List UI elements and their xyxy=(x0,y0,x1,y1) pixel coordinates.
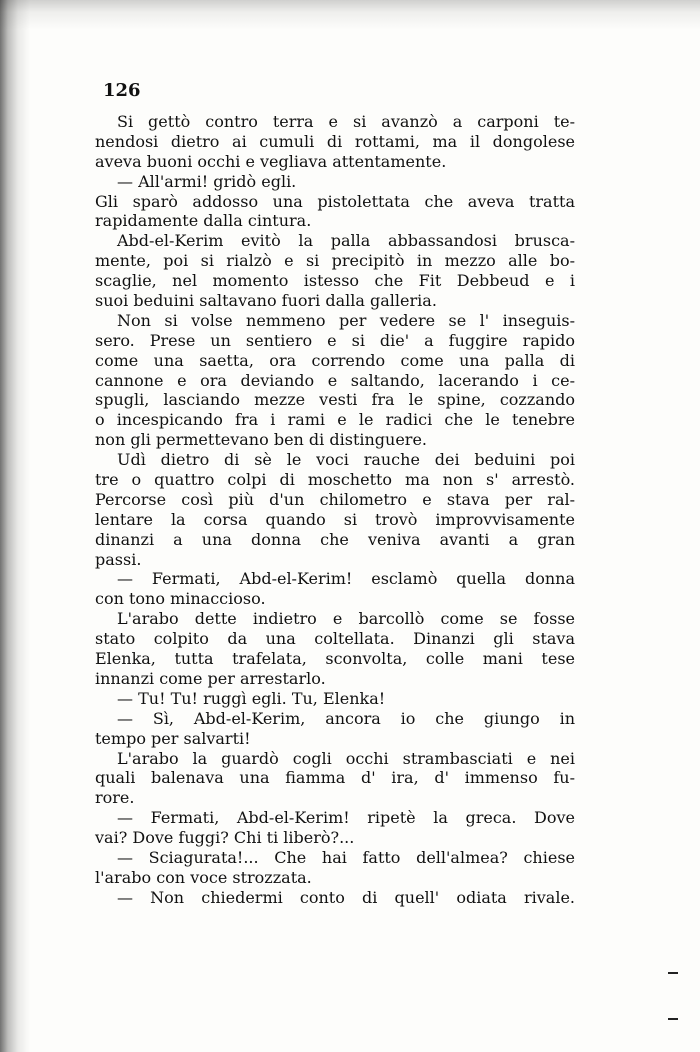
text-line: con tono minaccioso. xyxy=(95,589,266,609)
text-line: suoi beduini saltavano fuori dalla galleria. xyxy=(95,291,437,311)
text-line: l'arabo con voce strozzata. xyxy=(95,867,312,887)
text-line: — Sì, Abd-el-Kerim, ancora io che giungo in xyxy=(117,708,575,728)
text-line: — Sciagurata!... Che hai fatto dell'almea? chiese xyxy=(117,847,575,867)
text-line: Elenka, tutta trafelata, sconvolta, colle mani tese xyxy=(95,649,575,669)
margin-mark xyxy=(668,1018,678,1020)
text-line: scaglie, nel momento istesso che Fit Debbeud e i xyxy=(95,271,575,291)
text-line: mente, poi si rialzò e si precipitò in mezzo alle bo- xyxy=(95,251,575,271)
binding-shadow xyxy=(0,0,30,1052)
text-line: innanzi come per arrestarlo. xyxy=(95,668,326,688)
text-line: passi. xyxy=(95,549,142,569)
text-line: — Non chiedermi conto di quell' odiata rivale. xyxy=(117,887,575,907)
text-line: — Fermati, Abd-el-Kerim! esclamò quella donna xyxy=(117,569,575,589)
text-line: tre o quattro colpi di moschetto ma non s' arrestò. xyxy=(95,470,575,490)
text-line: L'arabo dette indietro e barcollò come se fosse xyxy=(117,609,575,629)
text-line: spugli, lasciando mezze vesti fra le spine, cozzando xyxy=(95,390,575,410)
text-line: Percorse così più d'un chilometro e stava per ral- xyxy=(95,489,575,509)
text-line: sero. Prese un sentiero e si die' a fuggire rapido xyxy=(95,330,575,350)
text-line: stato colpito da una coltellata. Dinanzi gli stava xyxy=(95,629,575,649)
text-line: non gli permettevano ben di distinguere. xyxy=(95,430,428,450)
text-line: Abd-el-Kerim evitò la palla abbassandosi brusca- xyxy=(117,231,575,251)
top-edge-shadow xyxy=(0,0,700,30)
text-line: cannone e ora deviando e saltando, lacerando i ce- xyxy=(95,370,575,390)
text-line: vai? Dove fuggi? Chi ti liberò?... xyxy=(95,828,355,848)
margin-mark xyxy=(668,972,678,974)
text-line: lentare la corsa quando si trovò improvvisamente xyxy=(95,509,575,529)
text-line: aveva buoni occhi e vegliava attentamente. xyxy=(95,151,447,171)
text-line: come una saetta, ora correndo come una palla di xyxy=(95,350,575,370)
text-line: rore. xyxy=(95,788,135,808)
text-line: dinanzi a una donna che veniva avanti a gran xyxy=(95,529,575,549)
text-line: Gli sparò addosso una pistolettata che aveva tratta xyxy=(95,191,575,211)
page-number: 126 xyxy=(103,80,141,101)
text-line: Non si volse nemmeno per vedere se l' inseguis- xyxy=(117,310,575,330)
text-line: — Fermati, Abd-el-Kerim! ripetè la greca. Dove xyxy=(117,808,575,828)
text-line: Udì dietro di sè le voci rauche dei beduini poi xyxy=(117,450,575,470)
text-line: — Tu! Tu! ruggì egli. Tu, Elenka! xyxy=(117,688,386,708)
text-line: nendosi dietro ai cumuli di rottami, ma il dongolese xyxy=(95,131,575,151)
text-line: quali balenava una fiamma d' ira, d' immenso fu- xyxy=(95,768,575,788)
text-line: — All'armi! gridò egli. xyxy=(117,171,297,191)
body-text xyxy=(95,112,575,908)
text-line: L'arabo la guardò cogli occhi strambasciati e nei xyxy=(117,748,575,768)
text-line: o incespicando fra i rami e le radici che le tenebre xyxy=(95,410,575,430)
text-line: Si gettò contro terra e si avanzò a carponi te- xyxy=(117,112,575,131)
text-line: rapidamente dalla cintura. xyxy=(95,211,312,231)
text-line: tempo per salvarti! xyxy=(95,728,251,748)
